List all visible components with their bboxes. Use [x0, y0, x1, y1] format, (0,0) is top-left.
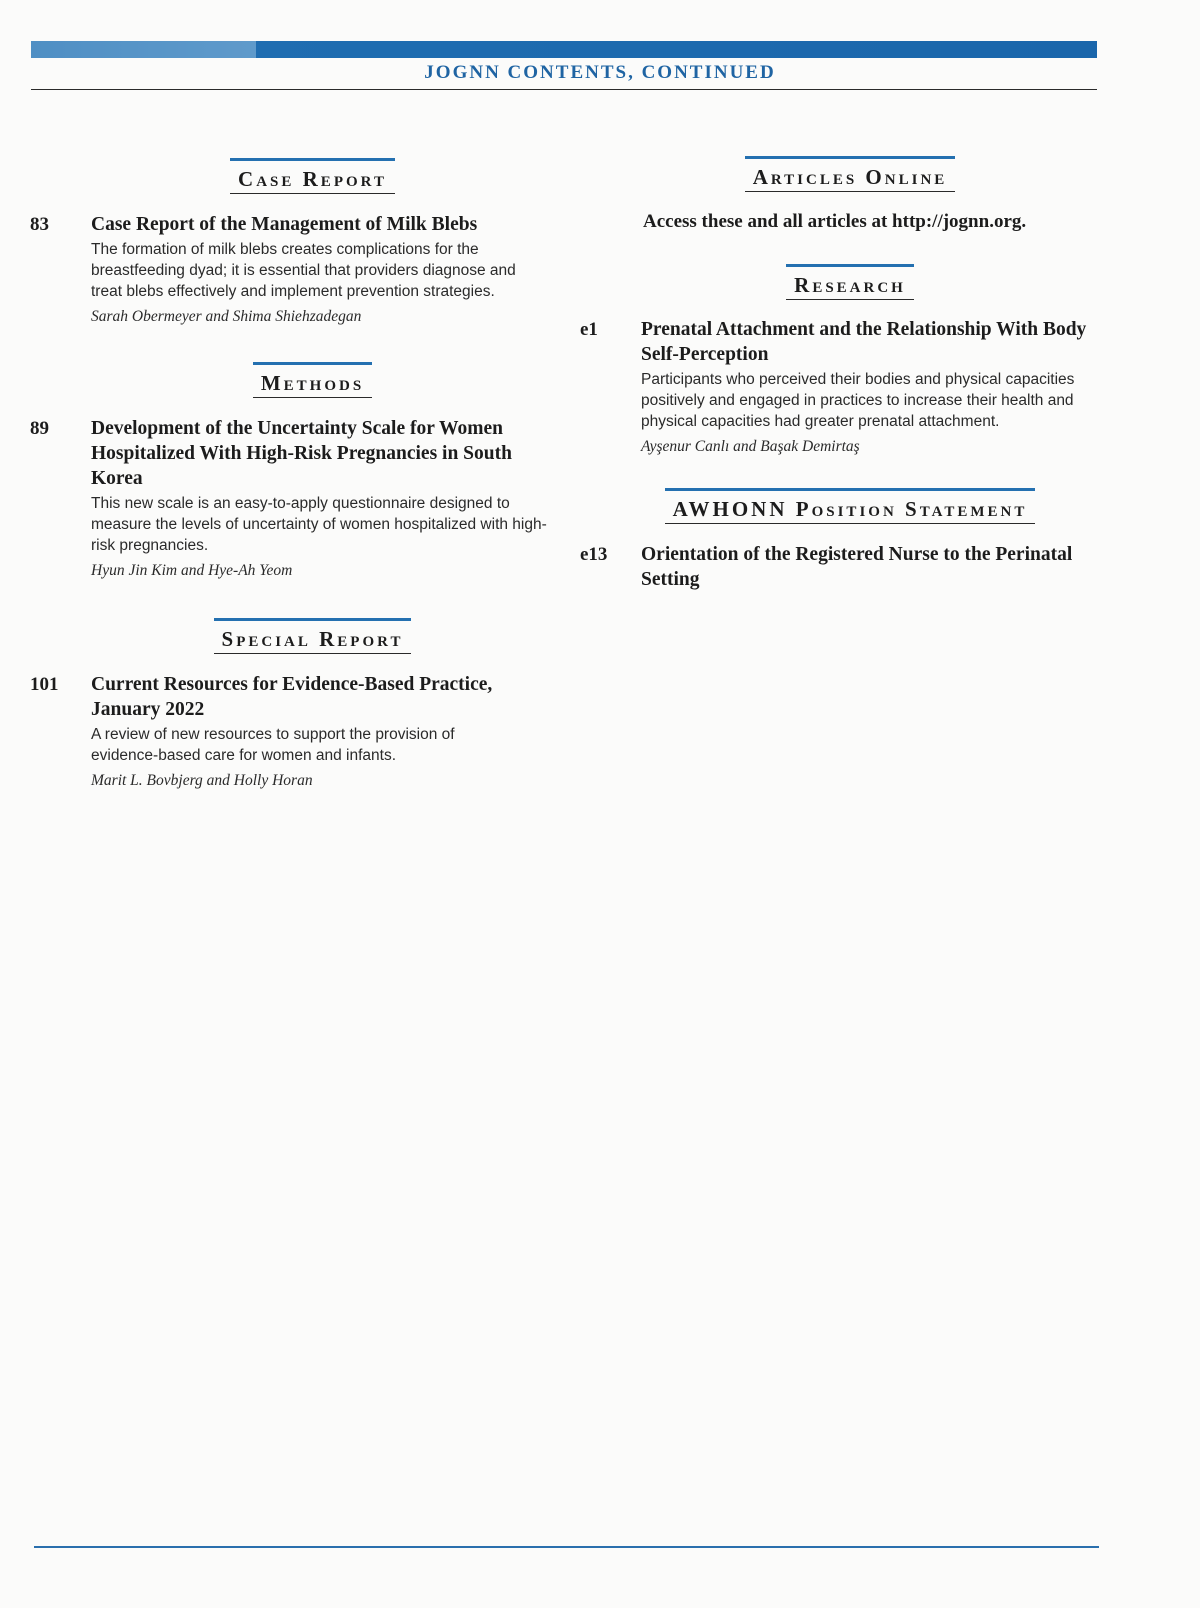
article-title[interactable]: Prenatal Attachment and the Relationship With Body Self-Perception — [641, 319, 1087, 365]
right-column — [580, 156, 1105, 592]
page-number: e13 — [580, 544, 608, 565]
article-description: Participants who perceived their bodies and physical capacities positively and engaged in practices to increase their health and physical capacities had greater prenatal attachment. — [641, 371, 1075, 430]
page-number: 89 — [30, 418, 49, 439]
page-number: e1 — [580, 319, 598, 340]
section-heading: AWHONN Position Statement — [665, 488, 1036, 524]
section-case-report — [30, 158, 565, 327]
article-title[interactable]: Current Resources for Evidence-Based Practice, January 2022 — [91, 674, 493, 720]
section-heading: Case Report — [230, 158, 395, 194]
article-title[interactable]: Development of the Uncertainty Scale for Women Hospitalized With High-Risk Pregnancies in South Korea — [91, 418, 512, 489]
section-position-statement — [580, 488, 1105, 592]
section-heading: Research — [786, 264, 914, 300]
section-research — [580, 264, 1105, 457]
article-authors: Hyun Jin Kim and Hye-Ah Yeom — [91, 562, 293, 579]
article-authors: Marit L. Bovbjerg and Holly Horan — [91, 772, 313, 789]
section-heading: Special Report — [214, 618, 412, 654]
online-access-note[interactable]: Access these and all articles at http://jognn.org. — [643, 211, 1027, 232]
article-authors: Sarah Obermeyer and Shima Shiehzadegan — [91, 308, 362, 325]
article-title[interactable]: Case Report of the Management of Milk Blebs — [91, 214, 478, 235]
section-articles-online — [580, 156, 1105, 234]
section-methods — [30, 362, 565, 581]
article-title[interactable]: Orientation of the Registered Nurse to the Perinatal Setting — [641, 544, 1073, 590]
section-heading: Methods — [253, 362, 372, 398]
article-description: A review of new resources to support the provision of evidence-based care for women and infants. — [91, 726, 455, 764]
article-description: This new scale is an easy-to-apply questionnaire designed to measure the levels of uncertainty of women hospitalized with high-risk pregnancies. — [91, 495, 547, 554]
running-head: JOGNN CONTENTS, CONTINUED — [424, 62, 776, 83]
header-rule — [31, 89, 1097, 90]
page-number: 83 — [30, 214, 49, 235]
toc-entry[interactable] — [30, 672, 565, 791]
toc-entry[interactable] — [580, 317, 1105, 457]
article-authors: Ayşenur Canlı and Başak Demirtaş — [641, 438, 860, 455]
article-description: The formation of milk blebs creates complications for the breastfeeding dyad; it is essential that providers diagnose and treat blebs effectively and implement prevention strategies. — [91, 241, 516, 300]
section-special-report — [30, 618, 565, 791]
left-column — [30, 158, 565, 791]
toc-entry[interactable] — [30, 212, 565, 327]
page-number: 101 — [30, 674, 59, 695]
toc-entry[interactable] — [30, 416, 565, 581]
toc-entry[interactable] — [580, 542, 1105, 592]
header-color-bar — [31, 41, 1097, 58]
section-heading: Articles Online — [745, 156, 956, 192]
footer-rule — [34, 1546, 1099, 1548]
